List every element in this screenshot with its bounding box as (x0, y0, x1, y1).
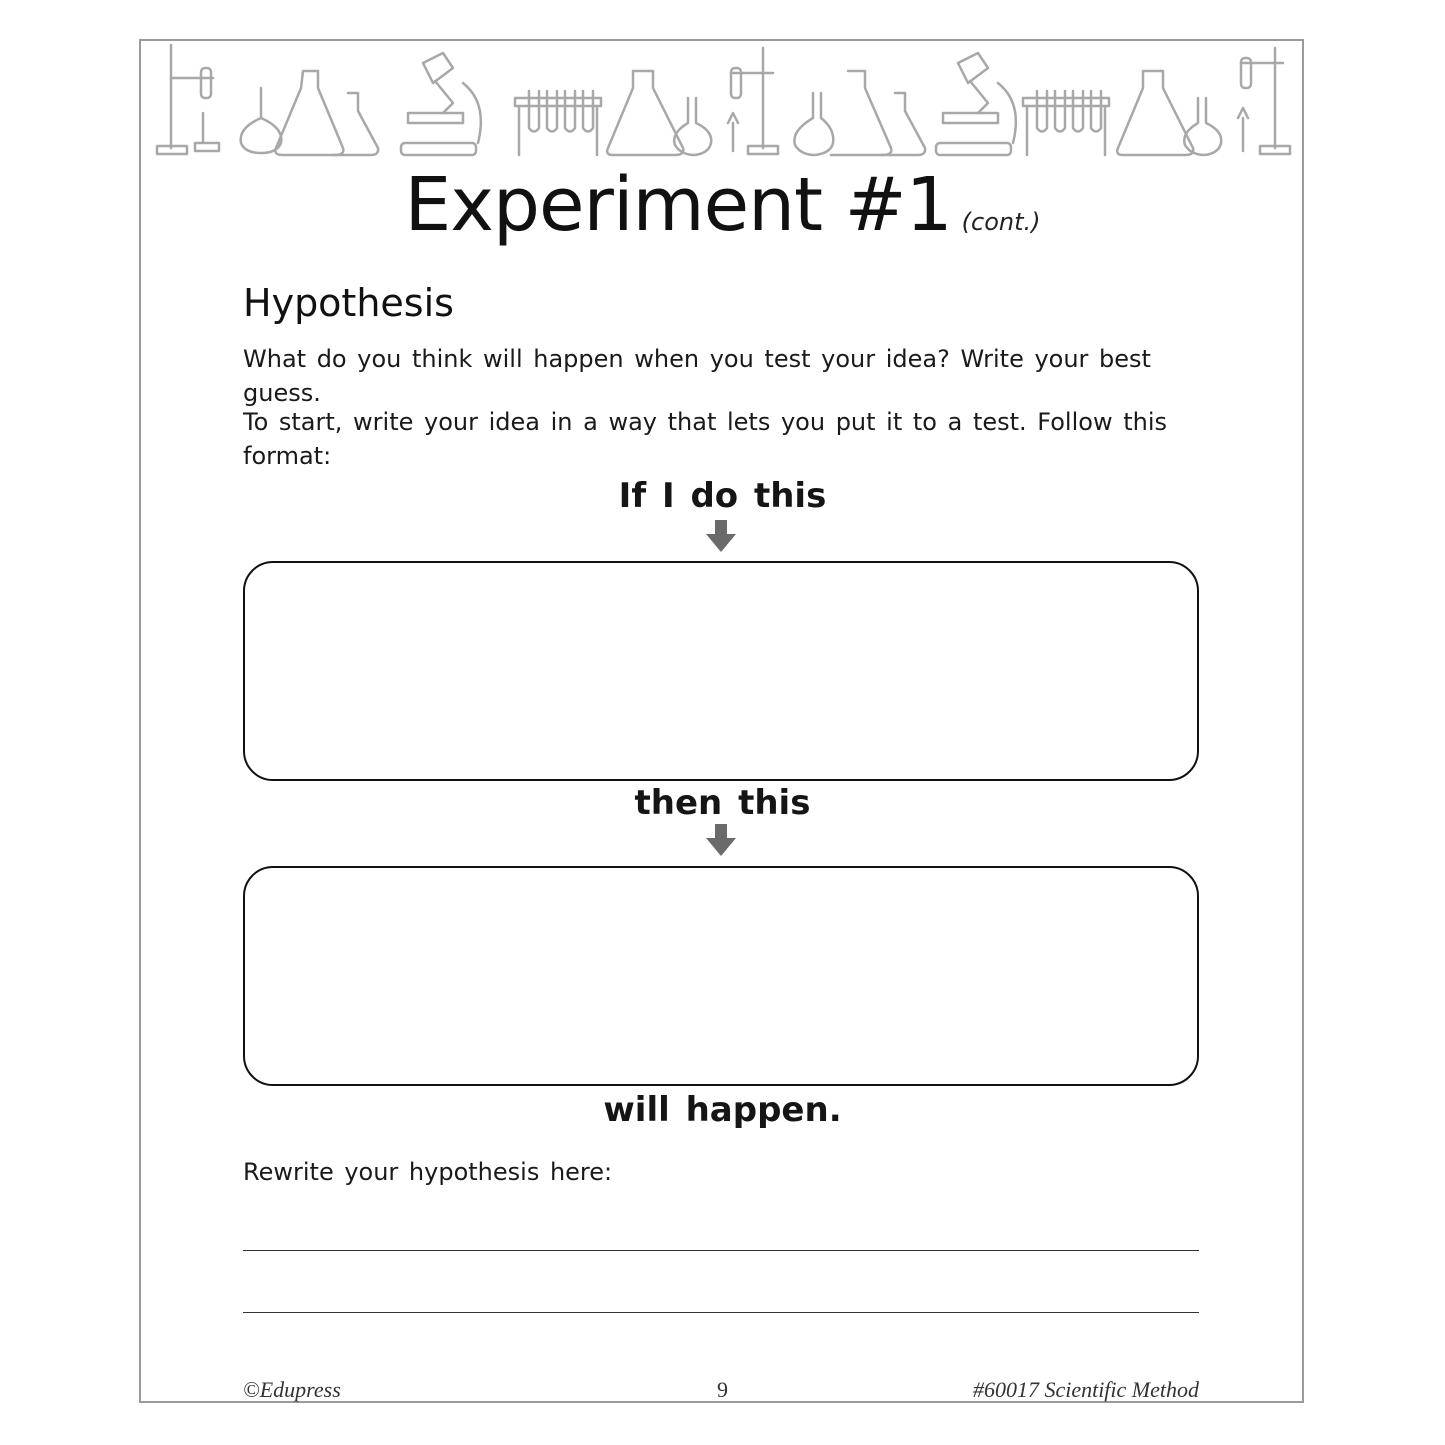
flask-icon (1117, 71, 1221, 155)
format-label-will-happen: will happen. (603, 1090, 842, 1130)
page-title (0, 162, 1445, 248)
down-arrow-icon (706, 520, 736, 552)
flask-icon (794, 71, 925, 155)
footer-page-number: 9 (717, 1377, 728, 1402)
down-arrow-icon (706, 824, 736, 856)
ring-stand-icon (728, 48, 778, 154)
flask-icon (241, 71, 378, 155)
flask-icon (607, 71, 711, 155)
ring-stand-icon (157, 45, 219, 154)
format-label-then: then this (634, 783, 811, 823)
title-main: Experiment #1 (404, 162, 952, 248)
footer-publisher: ©Edupress (243, 1377, 341, 1402)
test-tube-rack-icon (1023, 91, 1109, 155)
format-label-if: If I do this (618, 476, 827, 516)
answer-line-2[interactable] (243, 1312, 1199, 1313)
section-heading: Hypothesis (243, 281, 454, 325)
footer-product: #60017 Scientific Method (972, 1377, 1199, 1402)
answer-line-1[interactable] (243, 1250, 1199, 1251)
test-tube-rack-icon (515, 91, 601, 155)
microscope-icon (401, 53, 481, 155)
title-sub: (cont.) (961, 208, 1041, 236)
microscope-icon (936, 53, 1016, 155)
ring-stand-icon (1238, 48, 1290, 154)
instruction-paragraph-2: To start, write your idea in a way that lets you put it to a test. Follow this format: (243, 408, 1167, 470)
if-answer-box[interactable] (243, 561, 1199, 781)
instruction-paragraph-1: What do you think will happen when you test your idea? Write your best guess. (243, 345, 1151, 407)
lab-equipment-banner (143, 43, 1304, 163)
then-answer-box[interactable] (243, 866, 1199, 1086)
rewrite-prompt: Rewrite your hypothesis here: (243, 1158, 613, 1186)
